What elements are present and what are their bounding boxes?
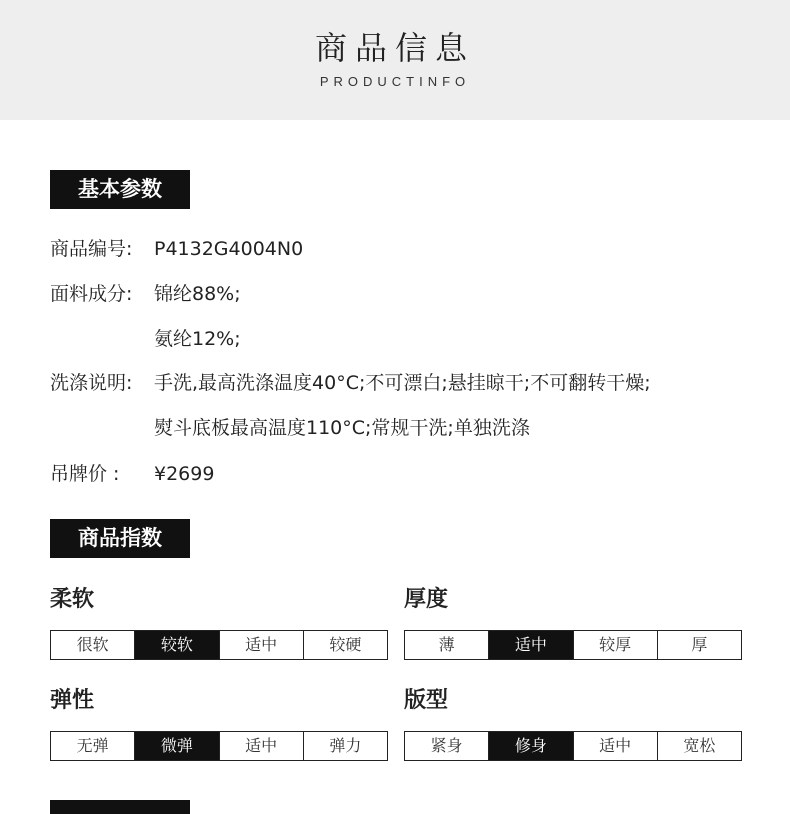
thickness-scale [404, 630, 742, 660]
fit-option: 紧身 [430, 736, 463, 755]
softness-option: 较硬 [303, 631, 387, 659]
washing-label: 洗涤说明: [50, 372, 133, 394]
product-index-heading: 商品指数 [50, 519, 190, 558]
softness-scale [50, 630, 388, 660]
page-title: 商品信息 [314, 29, 475, 67]
fit-scale [404, 731, 742, 761]
basic-params-heading: 基本参数 [50, 170, 190, 209]
thickness-option: 较厚 [573, 631, 657, 659]
product-code-label: 商品编号: [50, 238, 133, 260]
elasticity-option: 无弹 [76, 736, 109, 755]
fabric-value-1: 锦纶88%; [154, 283, 241, 305]
softness-option: 较软 [134, 631, 218, 659]
elasticity-option: 微弹 [134, 732, 218, 760]
elasticity-option: 适中 [219, 732, 303, 760]
thickness-option: 薄 [438, 635, 455, 654]
fit-option: 修身 [488, 732, 572, 760]
softness-option: 很软 [76, 635, 109, 654]
washing-value-1: 手洗,最高洗涤温度40°C;不可漂白;悬挂晾干;不可翻转干燥; [154, 372, 651, 394]
fabric-value-2: 氨纶12%; [154, 328, 241, 350]
price-value: ¥2699 [154, 463, 215, 485]
page-header [0, 0, 790, 120]
fit-option: 适中 [573, 732, 657, 760]
elasticity-title: 弹性 [50, 688, 95, 713]
softness-title: 柔软 [50, 587, 95, 612]
fit-option: 宽松 [657, 732, 741, 760]
fit-title: 版型 [404, 688, 449, 713]
fabric-label: 面料成分: [50, 283, 133, 305]
next-section-heading [50, 800, 190, 814]
washing-value-2: 熨斗底板最高温度110°C;常规干洗;单独洗涤 [154, 417, 530, 439]
elasticity-option: 弹力 [303, 732, 387, 760]
softness-option: 适中 [219, 631, 303, 659]
elasticity-scale [50, 731, 388, 761]
thickness-title: 厚度 [404, 587, 449, 612]
thickness-option: 厚 [657, 631, 741, 659]
price-label: 吊牌价 : [50, 463, 120, 485]
page-subtitle: PRODUCTINFO [319, 74, 471, 89]
thickness-option: 适中 [488, 631, 572, 659]
product-code-value: P4132G4004N0 [154, 238, 304, 260]
